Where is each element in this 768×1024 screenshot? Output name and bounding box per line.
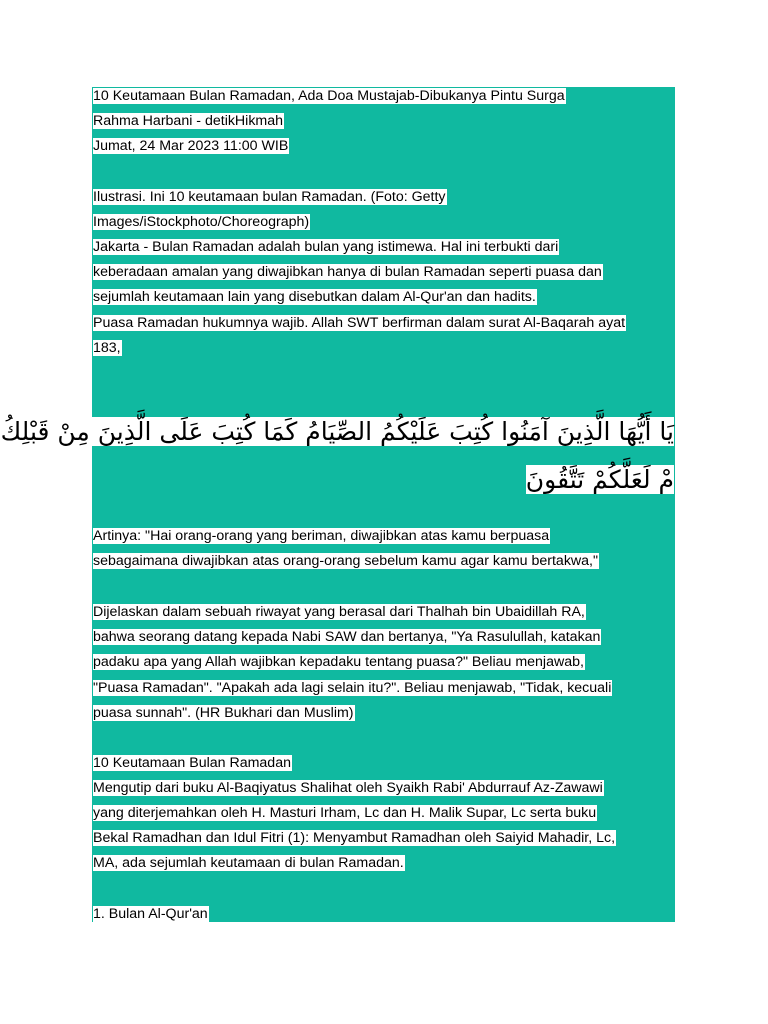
article-title: 10 Keutamaan Bulan Ramadan, Ada Doa Mustajab-Dibukanya Pintu Surga bbox=[93, 88, 565, 104]
fasting-line: 183, bbox=[93, 340, 121, 356]
translation-line: sebagaimana diwajibkan atas orang-orang sebelum kamu agar kamu bertakwa," bbox=[93, 553, 599, 569]
hadith-line: bahwa seorang datang kepada Nabi SAW dan bertanya, "Ya Rasulullah, katakan bbox=[93, 629, 601, 645]
section-line: yang diterjemahkan oleh H. Masturi Irham, Lc dan H. Malik Supar, Lc serta buku bbox=[93, 805, 597, 821]
list-item-heading: 1. Bulan Al-Qur'an bbox=[93, 906, 208, 922]
intro-line: keberadaan amalan yang diwajibkan hanya di bulan Ramadan seperti puasa dan bbox=[93, 264, 602, 280]
caption-line: Ilustrasi. Ini 10 keutamaan bulan Ramadan. (Foto: Getty bbox=[93, 189, 446, 205]
section-line: MA, ada sejumlah keutamaan di bulan Ramadan. bbox=[93, 855, 404, 871]
translation-line: Artinya: "Hai orang-orang yang beriman, diwajibkan atas kamu berpuasa bbox=[93, 528, 550, 544]
caption-line: Images/iStockphoto/Choreograph) bbox=[93, 214, 310, 230]
hadith-line: puasa sunnah". (HR Bukhari dan Muslim) bbox=[93, 705, 354, 721]
section-line: Mengutip dari buku Al-Baqiyatus Shalihat oleh Syaikh Rabi' Abdurrauf Az-Zawawi bbox=[93, 780, 603, 796]
hadith-line: padaku apa yang Allah wajibkan kepadaku tentang puasa?" Beliau menjawab, bbox=[93, 654, 584, 670]
intro-line: sejumlah keutamaan lain yang disebutkan dalam Al-Qur'an dan hadits. bbox=[93, 289, 536, 305]
article-date: Jumat, 24 Mar 2023 11:00 WIB bbox=[93, 138, 289, 154]
article-author: Rahma Harbani - detikHikmah bbox=[93, 113, 284, 129]
section-line: Bekal Ramadhan dan Idul Fitri (1): Menyambut Ramadhan oleh Saiyid Mahadir, Lc, bbox=[93, 830, 616, 846]
intro-line: Jakarta - Bulan Ramadan adalah bulan yang istimewa. Hal ini terbukti dari bbox=[93, 239, 559, 255]
arabic-verse-line: يَا أَيُّهَا الَّذِينَ آمَنُوا كُتِبَ عَلَيْكُمُ الصِّيَامُ كَمَا كُتِبَ عَلَى الَّذِينَ مِنْ قَبْلِكُ bbox=[0, 417, 674, 446]
section-heading: 10 Keutamaan Bulan Ramadan bbox=[93, 755, 291, 771]
arabic-verse-line: مْ لَعَلَّكُمْ تَتَّقُونَ bbox=[525, 465, 674, 494]
fasting-line: Puasa Ramadan hukumnya wajib. Allah SWT berfirman dalam surat Al-Baqarah ayat bbox=[93, 315, 626, 331]
hadith-line: Dijelaskan dalam sebuah riwayat yang berasal dari Thalhah bin Ubaidillah RA, bbox=[93, 604, 585, 620]
hadith-line: "Puasa Ramadan". "Apakah ada lagi selain itu?". Beliau menjawab, "Tidak, kecuali bbox=[93, 680, 612, 696]
